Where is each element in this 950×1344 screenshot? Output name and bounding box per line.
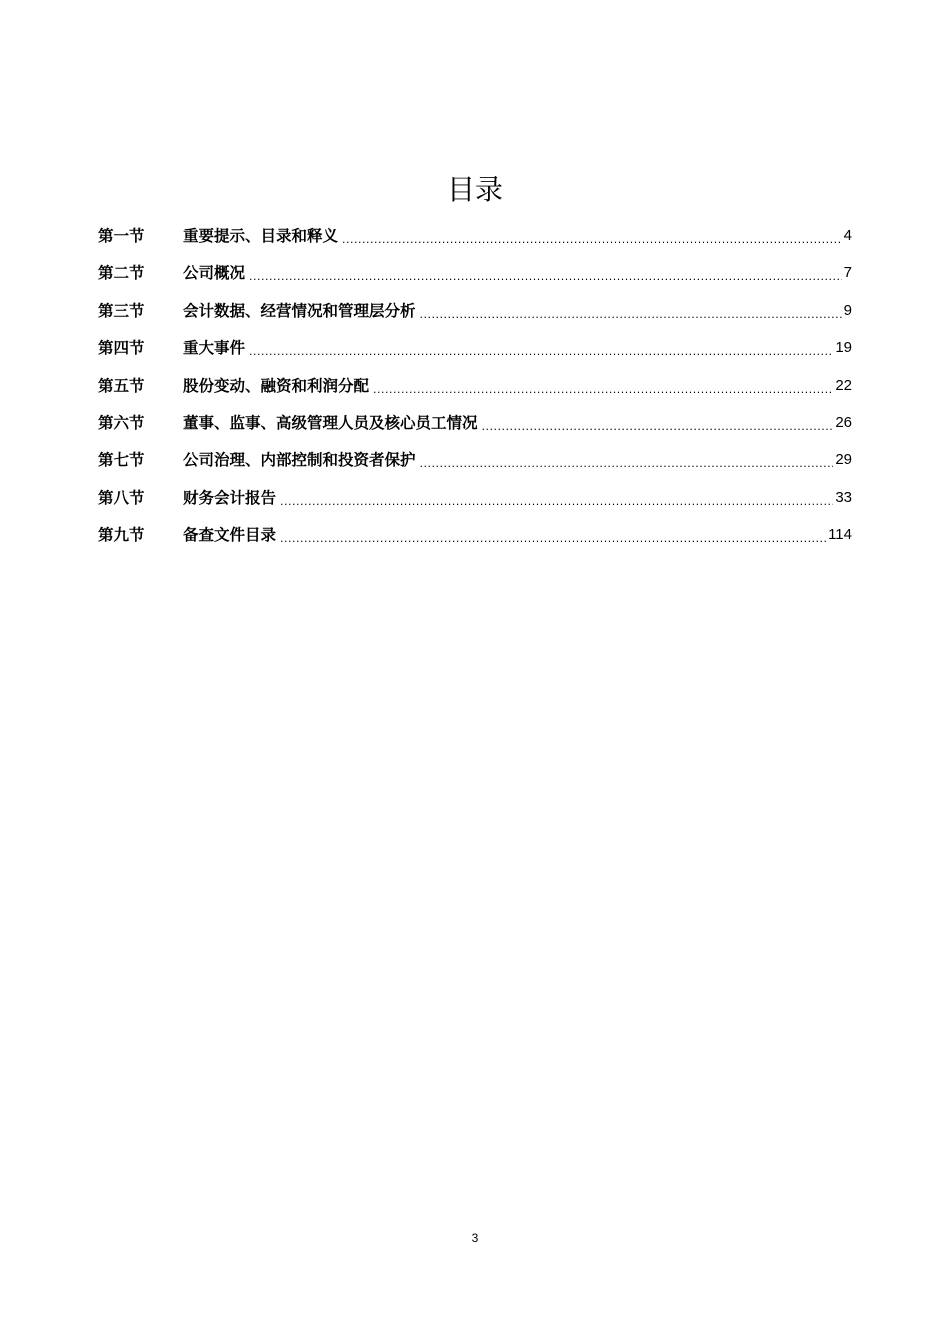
table-of-contents: [98, 220, 852, 547]
toc-page-number: 114: [828, 526, 852, 544]
toc-section-label: 第八节: [98, 488, 145, 507]
toc-section-label: 第六节: [98, 413, 145, 432]
toc-page-number: 9: [843, 301, 852, 319]
toc-dot-leader: [342, 224, 842, 248]
toc-section-label: 第七节: [98, 451, 145, 470]
toc-entry-title: 董事、监事、高级管理人员及核心员工情况: [183, 413, 478, 432]
toc-entry-title: 重要提示、目录和释义: [183, 227, 339, 245]
toc-dot-leader: [280, 523, 826, 547]
toc-page-number: 7: [843, 264, 852, 282]
toc-entry-title: 财务会计报告: [183, 488, 277, 507]
toc-page-number: 19: [835, 339, 852, 357]
toc-page-number: 22: [835, 376, 852, 394]
toc-entry-title: 备查文件目录: [183, 526, 277, 545]
toc-section-label: 第一节: [98, 227, 145, 245]
toc-dot-leader: [482, 411, 834, 435]
toc-entry-title: 股份变动、融资和利润分配: [183, 376, 370, 395]
toc-entry[interactable]: [98, 220, 852, 248]
toc-section-label: 第三节: [98, 301, 145, 320]
toc-dot-leader: [420, 299, 842, 323]
toc-dot-leader: [249, 261, 842, 285]
toc-entry[interactable]: [98, 323, 852, 360]
toc-entry[interactable]: [98, 435, 852, 472]
toc-section-label: 第四节: [98, 339, 145, 358]
toc-dot-leader: [420, 448, 834, 472]
page-title: 目录: [446, 173, 503, 206]
toc-entry[interactable]: [98, 510, 852, 547]
toc-entry-title: 公司治理、内部控制和投资者保护: [183, 451, 416, 470]
page-footer-number: 3: [471, 1231, 479, 1245]
toc-entry-title: 会计数据、经营情况和管理层分析: [183, 301, 416, 320]
toc-entry[interactable]: [98, 285, 852, 322]
toc-entry-title: 公司概况: [183, 264, 246, 283]
toc-page-number: 29: [835, 451, 852, 469]
toc-entry[interactable]: [98, 248, 852, 285]
toc-page-number: 26: [835, 413, 852, 431]
toc-dot-leader: [249, 336, 833, 360]
toc-entry-title: 重大事件: [183, 339, 246, 358]
toc-section-label: 第二节: [98, 264, 145, 283]
toc-dot-leader: [280, 486, 833, 510]
toc-entry[interactable]: [98, 472, 852, 509]
toc-dot-leader: [373, 374, 833, 398]
toc-page-number: 33: [835, 488, 852, 506]
toc-section-label: 第九节: [98, 526, 145, 545]
toc-entry[interactable]: [98, 398, 852, 435]
toc-page-number: 4: [843, 227, 852, 244]
toc-section-label: 第五节: [98, 376, 145, 395]
toc-entry[interactable]: [98, 360, 852, 397]
